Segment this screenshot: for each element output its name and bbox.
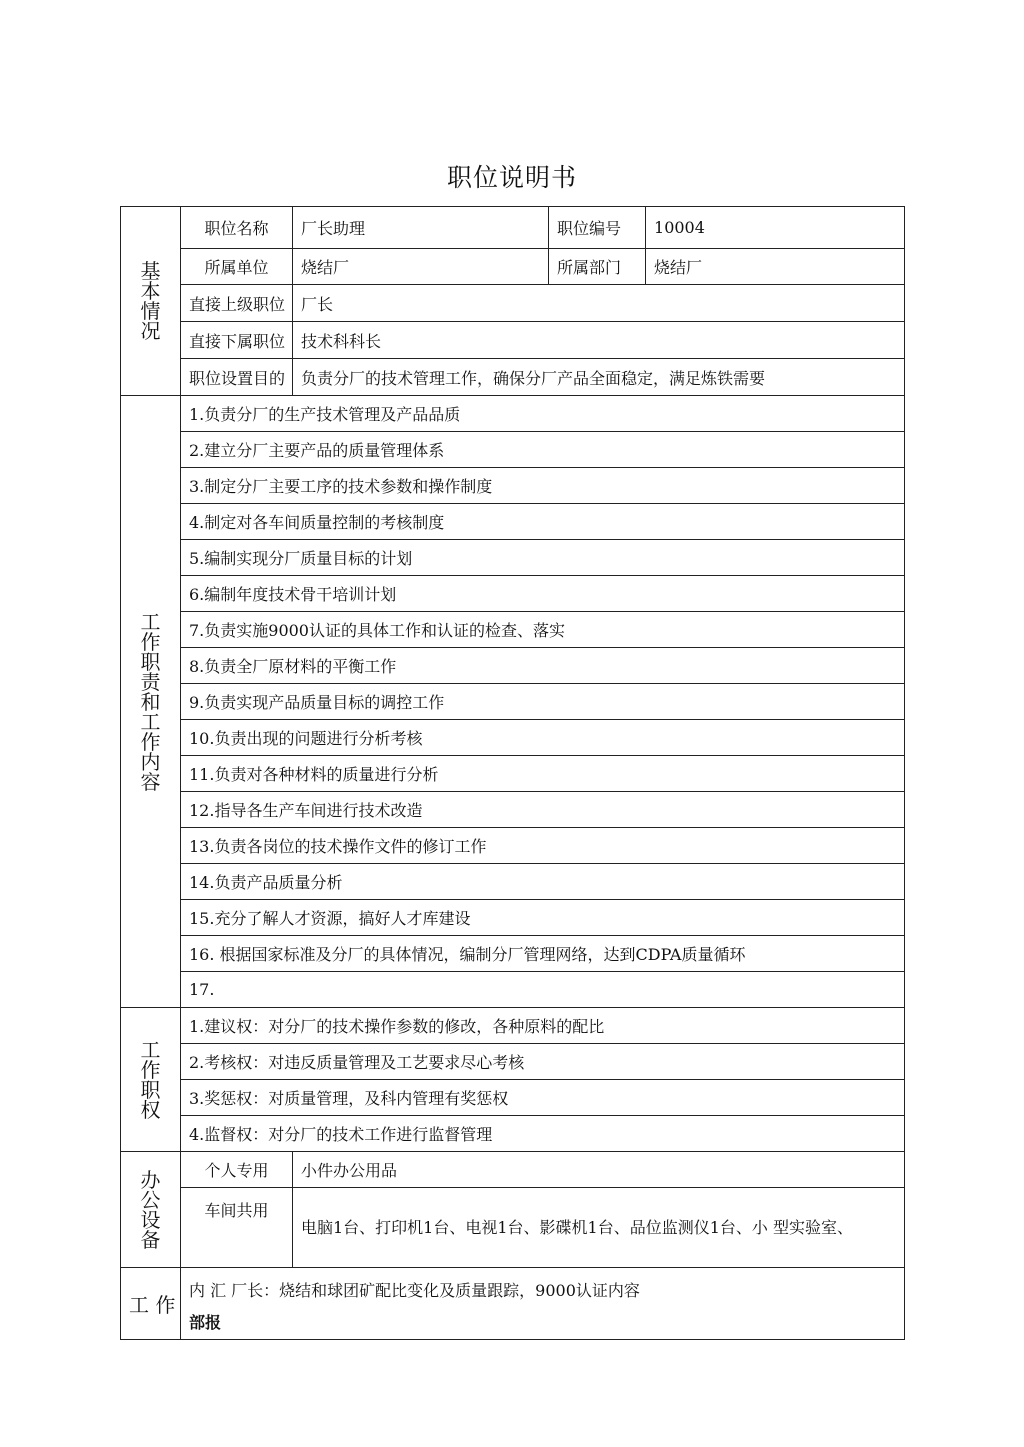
duty-item: 6.编制年度技术骨干培训计划 [181,576,905,612]
duty-row [121,540,905,576]
purpose-label: 职位设置目的 [181,359,293,396]
shared-equipment-label: 车间共用 [181,1188,293,1268]
basic-row-superior [121,285,905,322]
subordinate-value: 技术科科长 [293,322,905,359]
subordinate-label: 直接下属职位 [181,322,293,359]
duty-row [121,612,905,648]
duty-item: 8.负责全厂原材料的平衡工作 [181,648,905,684]
duty-row [121,720,905,756]
duty-item: 15.充分了解人才资源，搞好人才库建设 [181,900,905,936]
report-line-1: 内 汇 厂长：烧结和球团矿配比变化及质量跟踪，9000认证内容 [189,1281,640,1300]
dept-value: 烧结厂 [646,249,905,285]
duty-item: 10.负责出现的问题进行分析考核 [181,720,905,756]
section-report-label: 工 作 [121,1268,181,1340]
page-title: 职位说明书 [446,163,577,192]
job-description-table [120,206,905,1340]
duty-item: 11.负责对各种材料的质量进行分析 [181,756,905,792]
report-line-2: 部报 [189,1313,222,1332]
basic-row-name [121,207,905,249]
duty-row [121,684,905,720]
basic-row-subordinate [121,322,905,359]
duty-row [121,936,905,972]
authority-item: 4.监督权：对分厂的技术工作进行监督管理 [181,1116,905,1152]
duty-item: 4.制定对各车间质量控制的考核制度 [181,504,905,540]
duty-row [121,972,905,1008]
duty-row [121,864,905,900]
duty-row [121,432,905,468]
purpose-value: 负责分厂的技术管理工作，确保分厂产品全面稳定，满足炼铁需要 [293,359,905,396]
personal-equipment-label: 个人专用 [181,1152,293,1188]
duty-row [121,396,905,432]
authority-row [121,1116,905,1152]
duty-row [121,792,905,828]
duty-row [121,468,905,504]
section-basic-label: 基本情况 [121,207,181,396]
shared-equipment-value: 电脑1台、打印机1台、电视1台、影碟机1台、品位监测仪1台、小 型实验室、 [293,1188,905,1268]
duty-item: 13.负责各岗位的技术操作文件的修订工作 [181,828,905,864]
duty-item: 12.指导各生产车间进行技术改造 [181,792,905,828]
duty-item: 5.编制实现分厂质量目标的计划 [181,540,905,576]
section-equipment-label: 办公设备 [121,1152,181,1268]
position-code-value: 10004 [646,207,905,249]
basic-row-unit [121,249,905,285]
unit-label: 所属单位 [181,249,293,285]
position-code-label: 职位编号 [549,207,646,249]
section-authority-label: 工作职权 [121,1008,181,1152]
duty-item: 1.负责分厂的生产技术管理及产品品质 [181,396,905,432]
position-name-label: 职位名称 [181,207,293,249]
report-content [181,1268,905,1340]
unit-value: 烧结厂 [293,249,549,285]
equipment-row-personal [121,1152,905,1188]
dept-label: 所属部门 [549,249,646,285]
duty-item: 17. [181,972,905,1008]
authority-item: 1.建议权：对分厂的技术操作参数的修改，各种原料的配比 [181,1008,905,1044]
duty-item: 7.负责实施9000认证的具体工作和认证的检查、落实 [181,612,905,648]
duty-item: 16. 根据国家标准及分厂的具体情况，编制分厂管理网络，达到CDPA质量循环 [181,936,905,972]
duty-row [121,900,905,936]
duty-item: 14.负责产品质量分析 [181,864,905,900]
duty-item: 9.负责实现产品质量目标的调控工作 [181,684,905,720]
superior-value: 厂长 [293,285,905,322]
section-duties-label: 工作职责和工作内容 [121,396,181,1008]
basic-row-purpose [121,359,905,396]
report-row [121,1268,905,1340]
authority-row [121,1080,905,1116]
authority-row [121,1008,905,1044]
superior-label: 直接上级职位 [181,285,293,322]
authority-item: 3.奖惩权：对质量管理，及科内管理有奖惩权 [181,1080,905,1116]
duty-row [121,576,905,612]
duty-row [121,756,905,792]
duty-item: 2.建立分厂主要产品的质量管理体系 [181,432,905,468]
duty-row [121,648,905,684]
authority-item: 2.考核权：对违反质量管理及工艺要求尽心考核 [181,1044,905,1080]
duty-item: 3.制定分厂主要工序的技术参数和操作制度 [181,468,905,504]
position-name-value: 厂长助理 [293,207,549,249]
personal-equipment-value: 小件办公用品 [293,1152,905,1188]
duty-row [121,504,905,540]
duty-row [121,828,905,864]
authority-row [121,1044,905,1080]
equipment-row-shared [121,1188,905,1268]
